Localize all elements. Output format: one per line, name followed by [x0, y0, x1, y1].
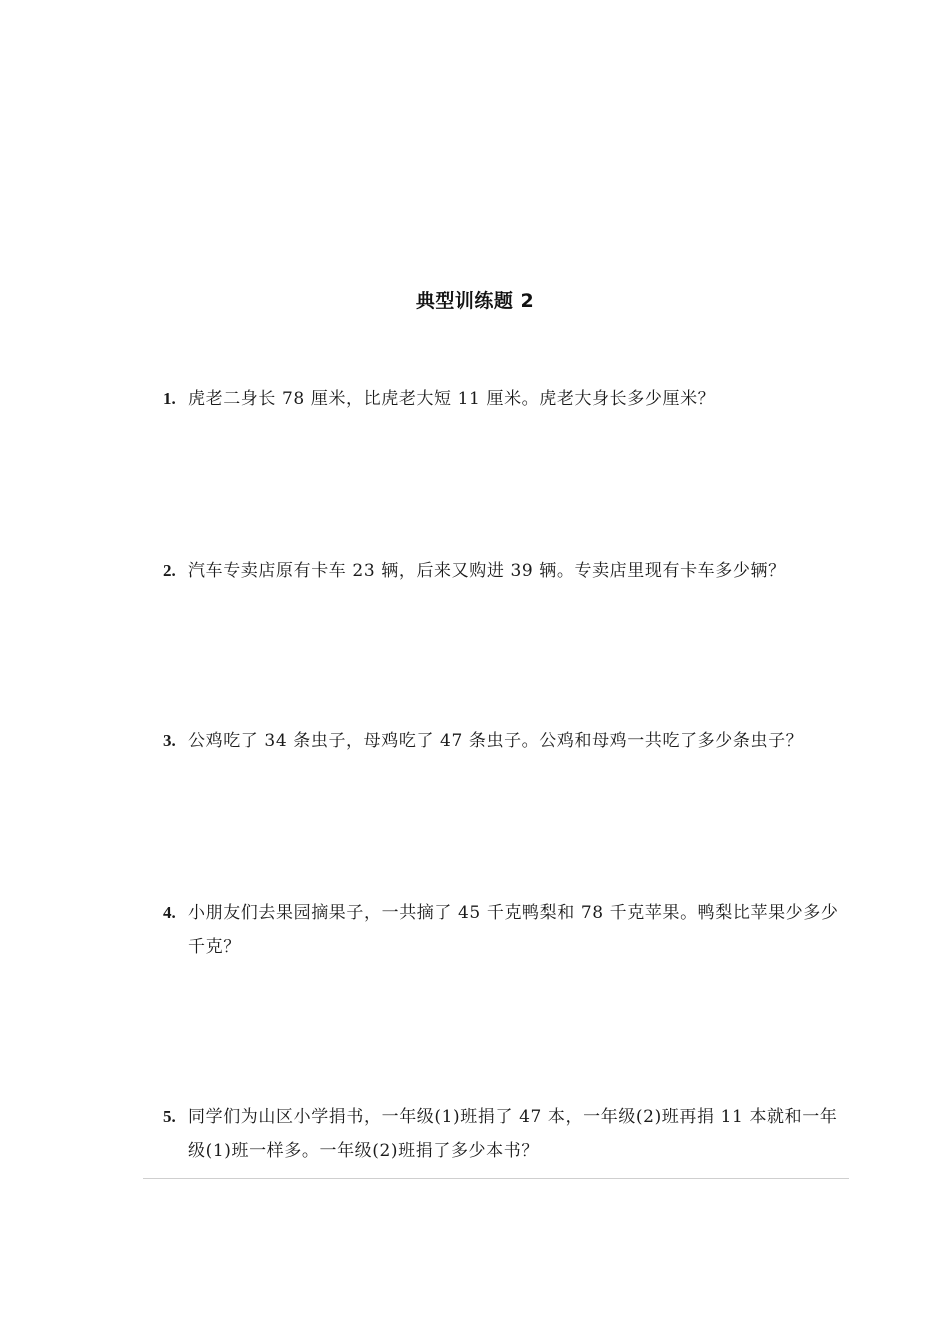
question-5	[163, 1100, 853, 1168]
question-3	[163, 724, 853, 758]
question-number: 1.	[163, 389, 176, 408]
question-text: 汽车专卖店原有卡车 23 辆，后来又购进 39 辆。专卖店里现有卡车多少辆？	[188, 561, 786, 581]
question-text: 小朋友们去果园摘果子，一共摘了 45 千克鸭梨和 78 千克苹果。鸭梨比苹果少多少千克？	[188, 903, 839, 957]
question-number: 3.	[163, 731, 176, 750]
question-number: 4.	[163, 903, 176, 922]
bottom-divider	[143, 1178, 849, 1179]
question-1	[163, 382, 853, 416]
question-text: 公鸡吃了 34 条虫子，母鸡吃了 47 条虫子。公鸡和母鸡一共吃了多少条虫子？	[188, 731, 804, 751]
question-number: 2.	[163, 561, 176, 580]
question-2	[163, 554, 853, 588]
question-number: 5.	[163, 1107, 176, 1126]
question-4	[163, 896, 853, 964]
question-text: 虎老二身长 78 厘米，比虎老大短 11 厘米。虎老大身长多少厘米？	[188, 389, 716, 409]
question-text: 同学们为山区小学捐书，一年级(1)班捐了 47 本，一年级(2)班再捐 11 本就和一年级(1)班一样多。一年级(2)班捐了多少本书？	[188, 1107, 838, 1161]
page-title: 典型训练题 2	[415, 290, 535, 312]
